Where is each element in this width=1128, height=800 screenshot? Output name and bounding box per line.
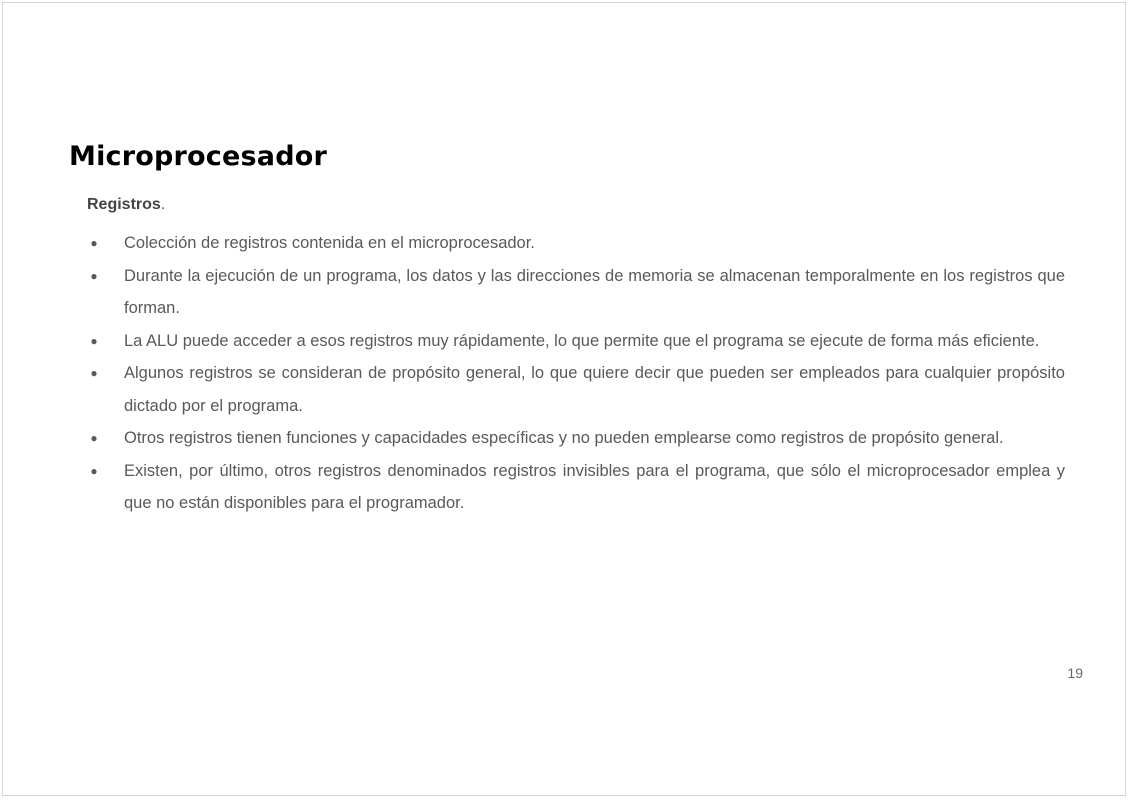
bullet-icon: ●: [90, 236, 98, 250]
list-item: [87, 325, 1065, 358]
slide-subtitle: [87, 196, 165, 214]
list-item-text: Algunos registros se consideran de propósito general, lo que quiere decir que pueden ser empleados para cualquier propósito dictado por el programa.: [124, 364, 1065, 415]
slide-title: Microprocesador: [69, 141, 327, 172]
bullet-icon: ●: [90, 268, 98, 283]
list-item-text: Colección de registros contenida en el microprocesador.: [124, 234, 535, 252]
bullet-icon: ●: [90, 463, 98, 478]
slide: [2, 2, 1126, 796]
list-item: [87, 357, 1065, 422]
list-item-text: Otros registros tienen funciones y capacidades específicas y no pueden emplearse como registros de propósito general.: [124, 429, 1004, 447]
list-item-text: La ALU puede acceder a esos registros muy rápidamente, lo que permite que el programa se ejecute de forma más eficiente.: [124, 331, 1040, 350]
bullet-icon: ●: [90, 366, 98, 380]
list-item: [87, 260, 1065, 325]
list-item: [87, 422, 1065, 455]
list-item-text: Existen, por último, otros registros denominados registros invisibles para el programa, que sólo el microprocesador emplea y que no están disponibles para el programador.: [124, 461, 1065, 512]
subtitle-rest: .: [160, 196, 166, 213]
list-item-text: Durante la ejecución de un programa, los datos y las direcciones de memoria se almacenan temporalmente en los registros que forman.: [124, 266, 1065, 317]
bullet-list: [87, 227, 1065, 520]
page-number: 19: [1067, 665, 1083, 681]
list-item: [87, 227, 1065, 260]
list-item: [87, 455, 1065, 520]
bullet-icon: ●: [90, 431, 98, 445]
bullet-icon: ●: [90, 333, 98, 348]
subtitle-bold: Registros: [87, 196, 161, 213]
